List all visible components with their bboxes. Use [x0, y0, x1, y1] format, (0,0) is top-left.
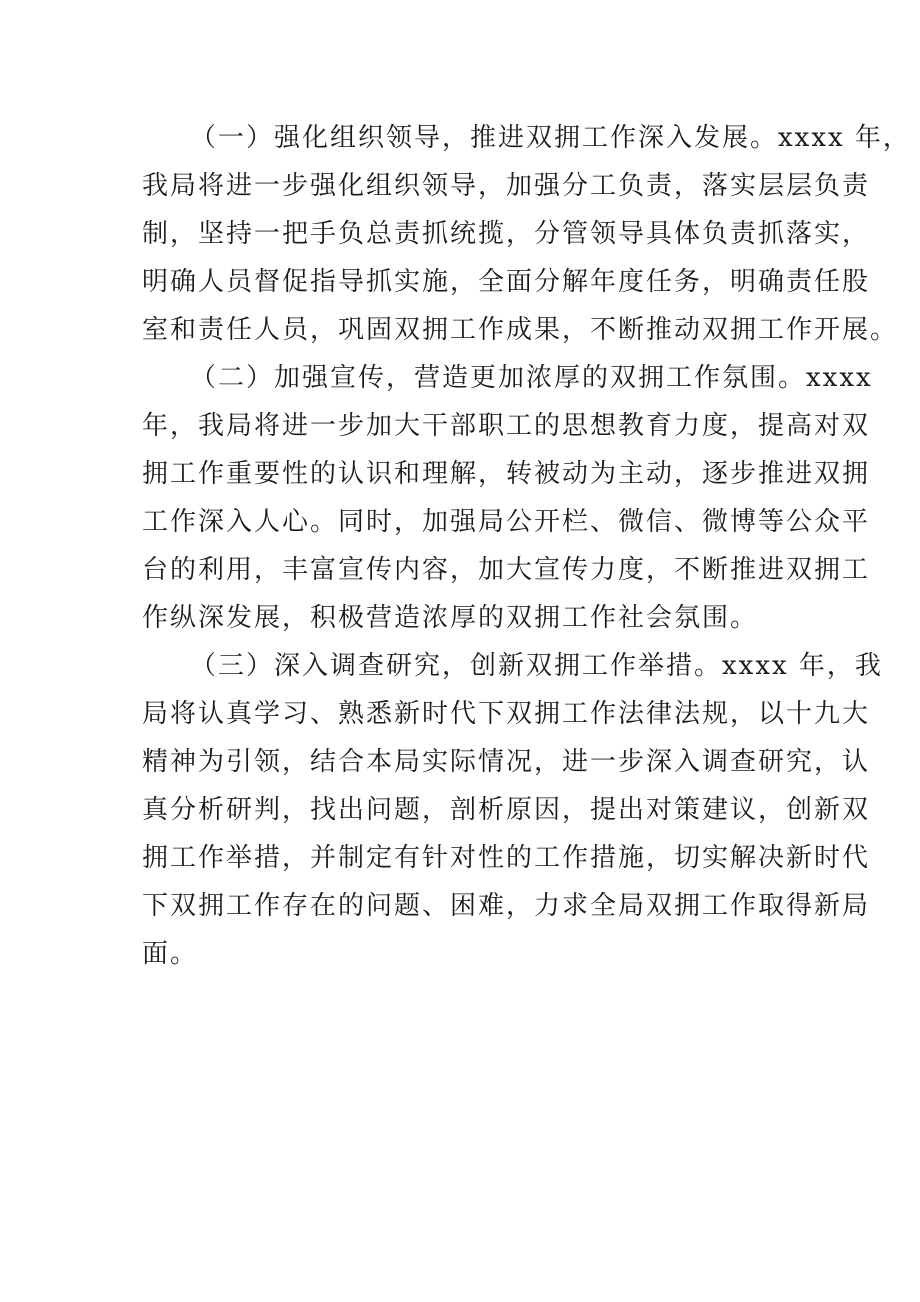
paragraph-line: 局将认真学习、熟悉新时代下双拥工作法律法规，以十九大 — [142, 699, 871, 729]
paragraph-line: 拥工作举措，并制定有针对性的工作措施，切实解决新时代 — [142, 843, 871, 873]
paragraph-line: 面。 — [142, 939, 199, 969]
paragraph-line: （一）强化组织领导，推进双拥工作深入发展。xxxx 年， — [190, 123, 911, 153]
paragraph-line: （二）加强宣传，营造更加浓厚的双拥工作氛围。xxxx — [190, 363, 873, 393]
paragraph-line: 拥工作重要性的认识和理解，转被动为主动，逐步推进双拥 — [142, 459, 871, 489]
paragraph-line: （三）深入调查研究，创新双拥工作举措。xxxx 年，我 — [190, 651, 883, 681]
paragraph-1 — [142, 114, 911, 354]
paragraph-3 — [142, 642, 883, 978]
paragraph-line: 室和责任人员，巩固双拥工作成果，不断推动双拥工作开展。 — [142, 315, 899, 345]
paragraph-line: 制，坚持一把手负总责抓统揽，分管领导具体负责抓落实， — [142, 219, 871, 249]
paragraph-line: 工作深入人心。同时，加强局公开栏、微信、微博等公众平 — [142, 507, 871, 537]
paragraph-line: 台的利用，丰富宣传内容，加大宣传力度，不断推进双拥工 — [142, 555, 871, 585]
paragraph-line: 明确人员督促指导抓实施，全面分解年度任务，明确责任股 — [142, 267, 871, 297]
paragraph-line: 我局将进一步强化组织领导，加强分工负责，落实层层负责 — [142, 171, 871, 201]
paragraph-line: 作纵深发展，积极营造浓厚的双拥工作社会氛围。 — [142, 603, 759, 633]
paragraph-line: 下双拥工作存在的问题、困难，力求全局双拥工作取得新局 — [142, 891, 871, 921]
paragraph-2 — [142, 354, 873, 642]
paragraph-line: 真分析研判，找出问题，剖析原因，提出对策建议，创新双 — [142, 795, 871, 825]
paragraph-line: 年，我局将进一步加大干部职工的思想教育力度，提高对双 — [142, 411, 871, 441]
paragraph-line: 精神为引领，结合本局实际情况，进一步深入调查研究，认 — [142, 747, 871, 777]
